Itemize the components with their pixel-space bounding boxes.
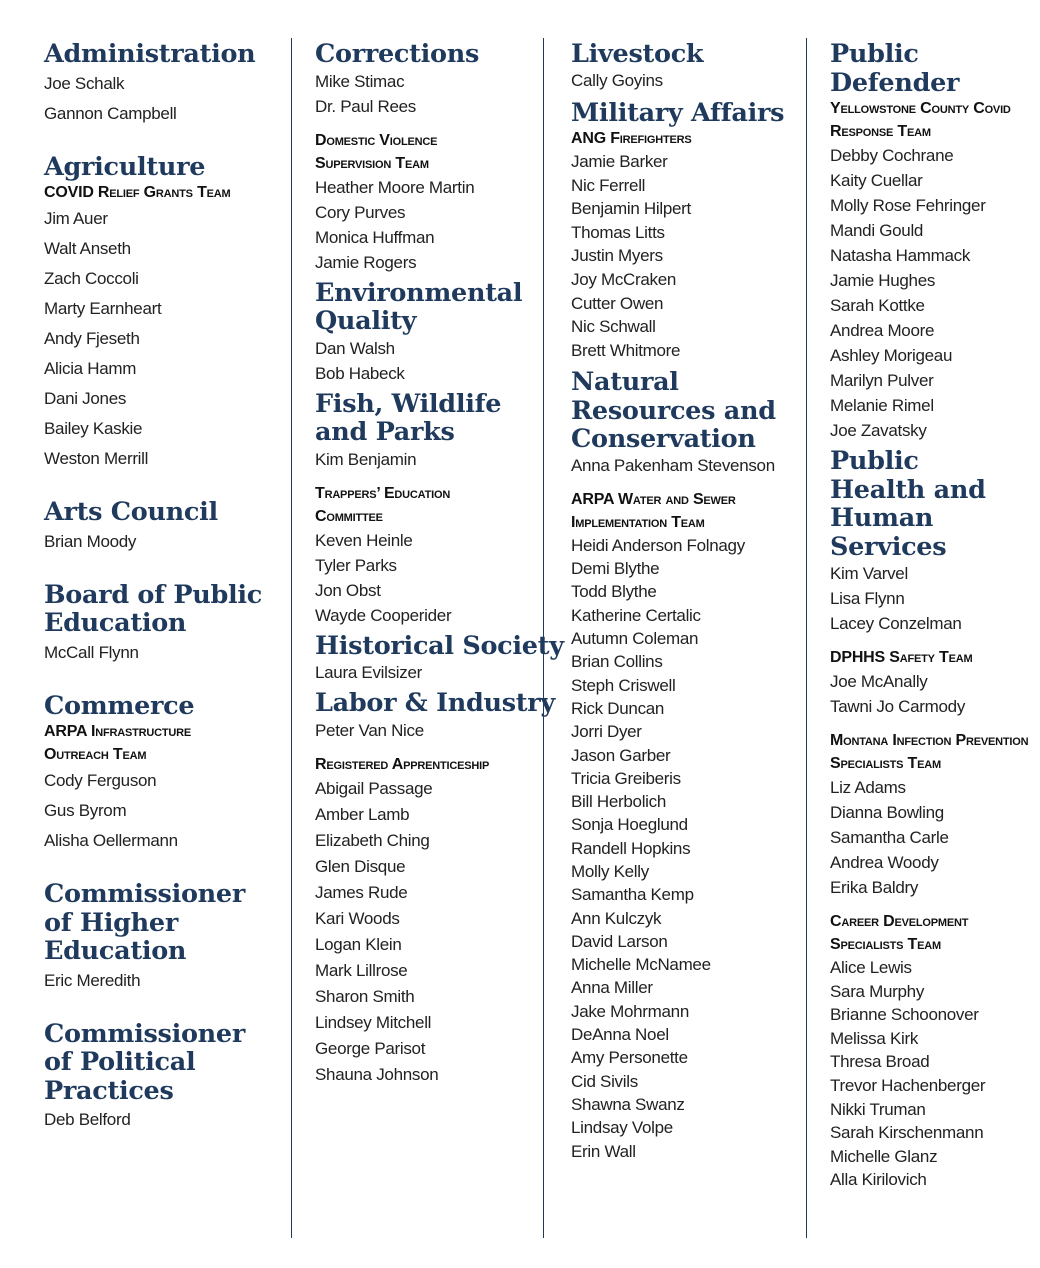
person-name: Steph Criswell	[571, 675, 676, 695]
section-dphhs-safety	[830, 646, 1030, 719]
person-name: Shauna Johnson	[315, 1064, 439, 1084]
person-name: Debby Cochrane	[830, 146, 954, 165]
person-name: Brian Collins	[571, 652, 663, 672]
department-heading: Administration	[44, 39, 256, 69]
person-name: Weston Merrill	[44, 449, 149, 468]
person-name: Tawni Jo Carmody	[830, 697, 966, 716]
name-list	[571, 534, 811, 1163]
person-name: Sara Murphy	[830, 981, 925, 1001]
section-arts-council	[44, 498, 294, 557]
person-name: Tyler Parks	[315, 555, 397, 575]
person-name: Rick Duncan	[571, 698, 665, 718]
person-name: Brianne Schoonover	[830, 1005, 979, 1025]
name-list	[315, 69, 555, 119]
person-name: Jamie Rogers	[315, 252, 417, 272]
person-name: Jorri Dyer	[571, 722, 642, 742]
person-name: Molly Rose Fehringer	[830, 196, 986, 215]
section-infection-prevention	[830, 729, 1030, 900]
department-heading: Corrections	[315, 39, 479, 69]
person-name: Samantha Carle	[830, 828, 949, 847]
person-name: Tricia Greiberis	[571, 768, 681, 788]
name-list	[44, 69, 294, 129]
person-name: Marty Earnheart	[44, 299, 162, 318]
name-list	[44, 204, 294, 474]
department-heading: Commerce	[44, 690, 195, 721]
person-name: DeAnna Noel	[571, 1025, 669, 1045]
team-subheading: ARPA Water and Sewer Implementation Team	[571, 490, 736, 531]
person-name: Amber Lamb	[315, 804, 410, 824]
section-public-defender	[830, 40, 1030, 443]
person-name: Sarah Kirschenmann	[830, 1123, 984, 1143]
person-name: Andrea Moore	[830, 321, 935, 340]
person-name: Kim Benjamin	[315, 449, 417, 469]
team-subheading: Career Development Specialists Team	[830, 913, 969, 953]
team-subheading: Domestic Violence Supervision Team	[315, 131, 438, 172]
department-heading: Military Affairs	[571, 97, 785, 128]
team-subheading: DPHHS Safety Team	[830, 649, 973, 666]
person-name: Jon Obst	[315, 580, 381, 600]
person-name: Gannon Campbell	[44, 103, 177, 123]
name-list	[44, 966, 294, 996]
person-name: Brian Moody	[44, 531, 137, 551]
section-environmental-quality	[315, 279, 555, 386]
section-historical-society	[315, 630, 564, 686]
person-name: Cally Goyins	[571, 70, 663, 90]
name-list	[571, 454, 811, 478]
person-name: Dani Jones	[44, 389, 127, 408]
column-3	[571, 40, 811, 1163]
person-name: Melissa Kirk	[830, 1028, 919, 1048]
person-name: Natasha Hammack	[830, 246, 971, 265]
person-name: Andy Fjeseth	[44, 329, 140, 348]
department-heading: Arts Council	[44, 497, 218, 527]
person-name: Trevor Hachenberger	[830, 1075, 986, 1095]
person-name: Jim Auer	[44, 209, 108, 228]
person-name: Joy McCraken	[571, 269, 677, 289]
person-name: Bob Habeck	[315, 363, 405, 383]
person-name: Sonja Hoeglund	[571, 815, 688, 835]
person-name: Heather Moore Martin	[315, 177, 475, 197]
section-public-health	[830, 447, 1030, 636]
department-heading: Commissioner of Political Practices	[44, 1018, 245, 1106]
person-name: Alla Kirilovich	[830, 1170, 927, 1190]
name-list	[830, 669, 1030, 719]
person-name: Michelle Glanz	[830, 1146, 938, 1166]
person-name: Abigail Passage	[315, 778, 433, 798]
person-name: Jamie Hughes	[830, 271, 936, 290]
section-board-of-public-education	[44, 581, 294, 668]
name-list	[44, 1105, 294, 1135]
person-name: Alicia Hamm	[44, 359, 137, 378]
person-name: Nic Schwall	[571, 317, 656, 337]
department-heading: Board of Public Education	[44, 579, 263, 638]
name-list	[315, 336, 555, 386]
person-name: Mike Stimac	[315, 71, 405, 91]
person-name: Thomas Litts	[571, 222, 665, 242]
team-subheading: ARPA Infrastructure Outreach Team	[44, 723, 192, 763]
name-list	[315, 660, 555, 685]
person-name: Sarah Kottke	[830, 296, 925, 315]
person-name: Sharon Smith	[315, 986, 415, 1006]
section-agriculture	[44, 153, 294, 475]
name-list	[315, 447, 555, 472]
person-name: Kim Varvel	[830, 564, 908, 583]
name-list	[830, 561, 1030, 636]
section-military-affairs	[571, 99, 811, 363]
person-name: David Larson	[571, 931, 668, 951]
person-name: Lindsey Mitchell	[315, 1012, 432, 1032]
person-name: Lacey Conzelman	[830, 614, 962, 633]
section-domestic-violence	[315, 129, 555, 275]
person-name: Jamie Barker	[571, 152, 668, 171]
section-labor-industry	[315, 689, 555, 743]
section-natural-resources	[571, 368, 811, 478]
name-list	[830, 956, 1030, 1192]
team-subheading: Trappers’ Education Committee	[315, 484, 451, 525]
person-name: Dianna Bowling	[830, 803, 944, 822]
department-heading: Commissioner of Higher Education	[44, 879, 245, 966]
person-name: Bailey Kaskie	[44, 419, 143, 438]
person-name: Anna Pakenham Stevenson	[571, 455, 775, 475]
person-name: Dan Walsh	[315, 338, 395, 358]
name-list	[571, 69, 811, 93]
department-heading: Environmental Quality	[315, 277, 523, 336]
department-heading: Public Health and Human Services	[830, 446, 986, 562]
team-subheading: Yellowstone County Covid Response Team	[830, 100, 1011, 140]
department-heading: Agriculture	[44, 151, 206, 182]
person-name: Heidi Anderson Folnagy	[571, 535, 745, 555]
section-livestock	[571, 40, 811, 93]
person-name: Erika Baldry	[830, 878, 919, 897]
section-corrections	[315, 40, 555, 119]
person-name: Lisa Flynn	[830, 589, 905, 608]
section-arpa-water-sewer	[571, 488, 811, 1163]
person-name: Todd Blythe	[571, 582, 657, 602]
person-name: Alisha Oellermann	[44, 831, 178, 850]
name-list	[830, 143, 1030, 443]
column-4	[830, 40, 1030, 1192]
team-subheading: Registered Apprenticeship	[315, 755, 490, 773]
person-name: Dr. Paul Rees	[315, 96, 416, 116]
person-name: Mark Lillrose	[315, 960, 408, 980]
person-name: Lindsay Volpe	[571, 1118, 673, 1138]
section-career-development	[830, 910, 1030, 1192]
person-name: Wayde Cooperider	[315, 605, 452, 625]
person-name: Michelle McNamee	[571, 955, 711, 975]
person-name: Justin Myers	[571, 246, 663, 266]
section-registered-apprenticeship	[315, 753, 555, 1088]
person-name: George Parisot	[315, 1038, 426, 1058]
section-fish-wildlife-parks	[315, 390, 555, 472]
department-heading: Natural Resources and Conservation	[571, 367, 776, 455]
person-name: Kari Woods	[315, 908, 400, 928]
person-name: Katherine Certalic	[571, 605, 701, 625]
department-heading: Fish, Wildlife and Parks	[315, 388, 502, 447]
person-name: Jason Garber	[571, 745, 671, 765]
person-name: Ann Kulczyk	[571, 908, 662, 928]
column-2	[315, 39, 564, 1088]
person-name: Elizabeth Ching	[315, 830, 430, 850]
person-name: Gus Byrom	[44, 801, 127, 820]
person-name: Benjamin Hilpert	[571, 199, 691, 219]
person-name: Melanie Rimel	[830, 396, 934, 415]
person-name: Eric Meredith	[44, 970, 141, 990]
section-trappers-education	[315, 482, 555, 628]
section-commerce	[44, 692, 294, 857]
department-heading: Labor & Industry	[315, 688, 555, 718]
section-commissioner-higher-education	[44, 880, 294, 996]
person-name: Randell Hopkins	[571, 838, 691, 858]
name-list	[44, 766, 294, 856]
person-name: Brett Whitmore	[571, 340, 681, 360]
person-name: Ashley Morigeau	[830, 346, 953, 365]
person-name: James Rude	[315, 882, 408, 902]
person-name: Molly Kelly	[571, 862, 649, 881]
person-name: Keven Heinle	[315, 530, 413, 550]
person-name: Glen Disque	[315, 856, 406, 876]
name-list	[571, 150, 811, 362]
person-name: Bill Herbolich	[571, 792, 667, 812]
person-name: Cutter Owen	[571, 293, 664, 313]
person-name: Shawna Swanz	[571, 1094, 685, 1114]
person-name: Mandi Gould	[830, 221, 924, 240]
name-list	[44, 638, 294, 668]
person-name: Amy Personette	[571, 1048, 688, 1068]
person-name: Anna Miller	[571, 978, 653, 998]
person-name: Cody Ferguson	[44, 771, 157, 790]
person-name: Walt Anseth	[44, 239, 131, 258]
person-name: Autumn Coleman	[571, 629, 699, 649]
section-administration	[44, 40, 294, 129]
person-name: Andrea Woody	[830, 853, 939, 872]
team-subheading: Montana Infection Prevention Specialists Team	[830, 732, 1029, 772]
person-name: Thresa Broad	[830, 1052, 930, 1072]
person-name: Samantha Kemp	[571, 885, 694, 905]
person-name: Logan Klein	[315, 934, 402, 954]
person-name: Nic Ferrell	[571, 175, 646, 195]
person-name: Liz Adams	[830, 778, 906, 797]
name-list	[315, 718, 555, 743]
column-1	[44, 40, 294, 1135]
department-heading: Livestock	[571, 39, 704, 69]
person-name: Laura Evilsizer	[315, 663, 422, 682]
person-name: Nikki Truman	[830, 1099, 926, 1119]
person-name: McCall Flynn	[44, 642, 139, 662]
person-name: Joe Schalk	[44, 73, 125, 93]
person-name: Joe Zavatsky	[830, 421, 927, 440]
section-commissioner-political-practices	[44, 1020, 294, 1136]
name-list	[830, 775, 1030, 900]
person-name: Cid Sivils	[571, 1071, 638, 1091]
person-name: Zach Coccoli	[44, 269, 139, 288]
name-list	[315, 776, 555, 1088]
name-list	[44, 527, 294, 557]
person-name: Deb Belford	[44, 1110, 131, 1129]
person-name: Cory Purves	[315, 202, 406, 222]
team-subheading: COVID Relief Grants Team	[44, 184, 231, 201]
department-heading: Public Defender	[830, 39, 960, 98]
person-name: Demi Blythe	[571, 559, 660, 579]
person-name: Joe McAnally	[830, 672, 928, 691]
team-subheading: ANG Firefighters	[571, 130, 692, 147]
name-list	[315, 175, 555, 275]
person-name: Jake Mohrmann	[571, 1001, 689, 1021]
name-list	[315, 528, 555, 628]
person-name: Erin Wall	[571, 1141, 636, 1161]
person-name: Marilyn Pulver	[830, 371, 934, 390]
person-name: Peter Van Nice	[315, 720, 424, 740]
department-heading: Historical Society	[315, 630, 564, 661]
person-name: Alice Lewis	[830, 958, 912, 977]
person-name: Kaity Cuellar	[830, 171, 923, 190]
person-name: Monica Huffman	[315, 227, 435, 247]
